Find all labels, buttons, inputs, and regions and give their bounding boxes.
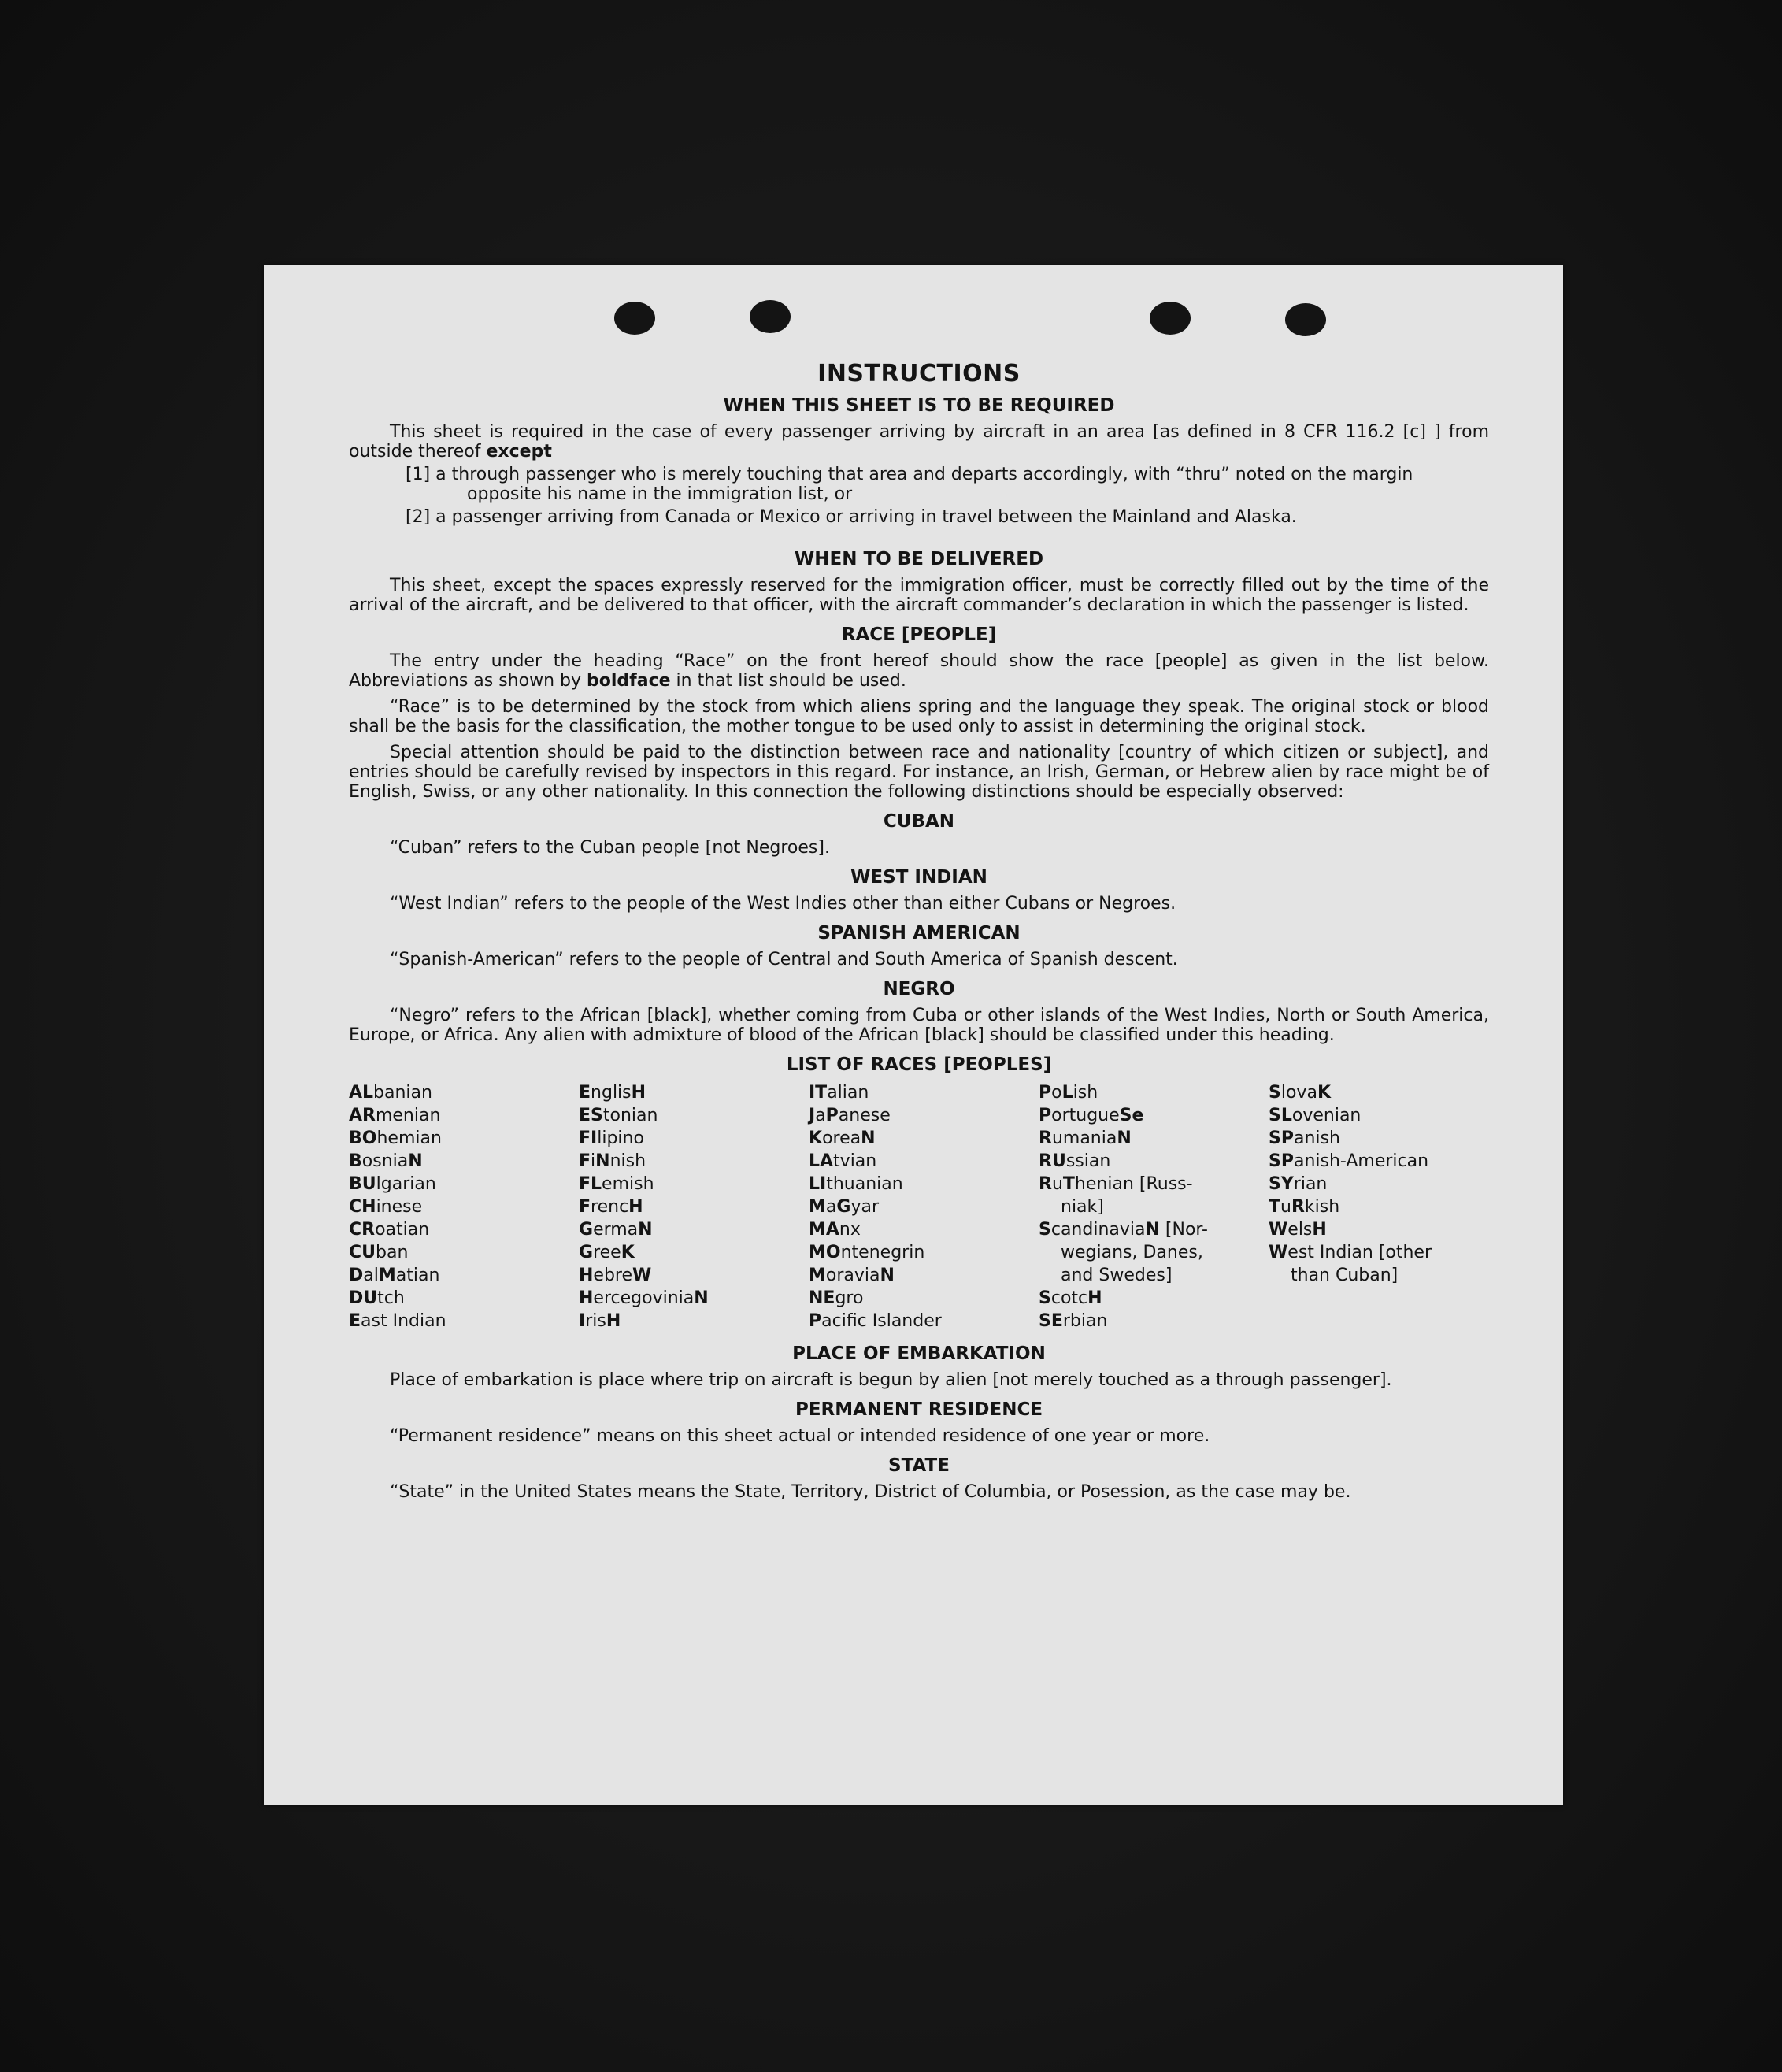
race-entry	[579, 1081, 799, 1104]
races-column	[809, 1081, 1029, 1333]
west-indian-text: “West Indian” refers to the people of the West Indies other than either Cubans or Negroes.	[390, 894, 1176, 914]
race-abbrev-part: CR	[349, 1220, 376, 1240]
punch-hole	[1285, 303, 1326, 336]
race-entry	[809, 1150, 1029, 1173]
race-entry	[579, 1218, 799, 1241]
race-abbrev-part: F	[579, 1197, 591, 1217]
race-entry: wegians, Danes,	[1061, 1243, 1203, 1262]
spanish-american-text: “Spanish-American” refers to the people of Central and South America of Spanish descent.	[390, 950, 1178, 969]
instructions-content	[349, 360, 1489, 1508]
race-name-part: inese	[376, 1197, 423, 1217]
race-abbrev-part: H	[579, 1266, 594, 1285]
race-name-part: nglis	[591, 1083, 632, 1103]
race-name-part: erma	[593, 1220, 639, 1240]
race-abbrev-part: B	[349, 1151, 362, 1171]
race-name-part: tch	[377, 1288, 405, 1308]
race-abbrev-part: J	[809, 1106, 816, 1125]
heading-embarkation: PLACE OF EMBARKATION	[792, 1344, 1046, 1364]
race-abbrev-part: SY	[1269, 1174, 1294, 1194]
race-entry: than Cuban]	[1291, 1266, 1399, 1285]
embarkation-text: Place of embarkation is place where trip on aircraft is begun by alien [not merely touched as a through passenger].	[390, 1370, 1392, 1390]
race-abbrev-part: CH	[349, 1197, 376, 1217]
race-paragraph-3: Special attention should be paid to the distinction between race and nationality [country of which citizen or subject], and entries should be carefully revised by inspectors in this regard. For instance, an Irish, German, or Hebrew alien by race might be of English, Swiss, or any other nationality. In this connection the following distinctions should be especially observed:	[349, 743, 1489, 802]
race-entry	[349, 1127, 569, 1150]
race-abbrev-part: H	[606, 1311, 621, 1331]
race-name-part: alian	[827, 1083, 869, 1103]
race-abbrev-part: FL	[579, 1174, 602, 1194]
race-entry	[579, 1150, 799, 1173]
race-entry	[1039, 1150, 1259, 1173]
race-name-part: oravia	[825, 1266, 880, 1285]
races-column	[579, 1081, 799, 1333]
race-name-part: anese	[838, 1106, 891, 1125]
race-entry	[1269, 1195, 1489, 1218]
race-name-part: cotc	[1050, 1288, 1088, 1308]
race-name-part: acific Islander	[821, 1311, 942, 1331]
race-entry	[1039, 1173, 1259, 1195]
race-name-part: ntenegrin	[840, 1243, 925, 1262]
race-entry	[349, 1310, 569, 1333]
race-abbrev-part: K	[1317, 1083, 1331, 1103]
race-abbrev-part: SL	[1269, 1106, 1292, 1125]
race-abbrev-part: SE	[1039, 1311, 1063, 1331]
race-entry	[1269, 1218, 1489, 1241]
heading-negro: NEGRO	[883, 979, 955, 999]
race-abbrev-part: M	[378, 1266, 396, 1285]
race-name-part: ast Indian	[361, 1311, 446, 1331]
race-abbrev-part: M	[809, 1197, 826, 1217]
race-abbrev-part: I	[579, 1311, 586, 1331]
race-name-part: thuanian	[826, 1174, 903, 1194]
race-name-part: lipino	[597, 1129, 644, 1148]
race-abbrev-part: N	[1145, 1220, 1160, 1240]
race-entry	[809, 1173, 1029, 1195]
race-name-part: ebre	[593, 1266, 633, 1285]
negro-text: “Negro” refers to the African [black], whether coming from Cuba or other islands of the West Indies, North or South America, Europe, or Africa. Any alien with admixture of blood of the African [black] should be classified under this heading.	[349, 1006, 1489, 1045]
race-name-part: ris	[585, 1311, 606, 1331]
race-name-part: renc	[591, 1197, 629, 1217]
heading-west-indian: WEST INDIAN	[850, 867, 987, 888]
race-abbrev-part: ES	[579, 1106, 603, 1125]
race-entry	[579, 1264, 799, 1287]
race-name-part: atian	[395, 1266, 440, 1285]
heading-when-required: WHEN THIS SHEET IS TO BE REQUIRED	[723, 395, 1115, 416]
races-column	[1269, 1081, 1489, 1333]
race-entry	[349, 1287, 569, 1310]
race-name-part: lgarian	[376, 1174, 436, 1194]
race-abbrev-part: N	[1117, 1129, 1132, 1148]
race-name-part: ovenian	[1291, 1106, 1362, 1125]
race-name-part: els	[1287, 1220, 1313, 1240]
required-intro	[349, 422, 1489, 461]
race-abbrev-part: AR	[349, 1106, 376, 1125]
race-abbrev-part: BO	[349, 1129, 377, 1148]
heading-spanish-american: SPANISH AMERICAN	[817, 923, 1021, 943]
race-entry	[809, 1081, 1029, 1104]
race-abbrev-part: R	[1039, 1174, 1052, 1194]
race-entry	[349, 1104, 569, 1127]
race-entry	[1039, 1081, 1259, 1104]
race-entry	[1039, 1127, 1259, 1150]
race-abbrev-part: P	[809, 1311, 822, 1331]
race-name-part: rian	[1293, 1174, 1328, 1194]
race-abbrev-part: N	[595, 1151, 610, 1171]
race-name-part: banian	[373, 1083, 432, 1103]
race-abbrev-part: W	[1269, 1243, 1288, 1262]
race-name-part: ortugue	[1051, 1106, 1120, 1125]
race-abbrev-part: H	[1312, 1220, 1327, 1240]
race-entry: and Swedes]	[1061, 1266, 1173, 1285]
race-abbrev-part: N	[638, 1220, 653, 1240]
race-name-part: u	[1051, 1174, 1063, 1194]
heading-state: STATE	[888, 1455, 950, 1476]
race-entry	[1269, 1150, 1489, 1173]
races-column	[1039, 1081, 1259, 1333]
state-text: “State” in the United States means the State, Territory, District of Columbia, or Posession, as the case may be.	[390, 1482, 1351, 1502]
race-p1-b: in that list should be used.	[676, 671, 906, 691]
cuban-text: “Cuban” refers to the Cuban people [not Negroes].	[390, 838, 830, 858]
race-paragraph-1	[349, 651, 1489, 691]
race-entry	[809, 1287, 1029, 1310]
race-name-part: est Indian [other	[1287, 1243, 1432, 1262]
race-name-part: henian [Russ-	[1074, 1174, 1193, 1194]
race-abbrev-part: BU	[349, 1174, 376, 1194]
race-abbrev-part: N	[861, 1129, 876, 1148]
race-entry	[1269, 1241, 1489, 1264]
race-abbrev-part: SP	[1269, 1151, 1294, 1171]
race-abbrev-part: M	[809, 1266, 826, 1285]
race-entry	[349, 1264, 569, 1287]
race-name-part: al	[363, 1266, 379, 1285]
race-name-part: [Nor-	[1159, 1220, 1208, 1240]
race-name-part: hemian	[376, 1129, 442, 1148]
page-title: INSTRUCTIONS	[817, 360, 1021, 387]
race-abbrev-part: E	[579, 1083, 591, 1103]
race-entry	[1039, 1104, 1259, 1127]
race-abbrev-part: T	[1269, 1197, 1281, 1217]
race-entry	[579, 1104, 799, 1127]
heading-list-of-races: LIST OF RACES [PEOPLES]	[786, 1055, 1052, 1075]
race-name-part: anish	[1293, 1129, 1340, 1148]
race-abbrev-part: R	[1291, 1197, 1305, 1217]
race-abbrev-part: MA	[809, 1220, 839, 1240]
race-p1-a: The entry under the heading “Race” on the front hereof should show the race [people] as given in the list below. Abbreviations as shown by	[349, 651, 1489, 691]
race-abbrev-part: W	[632, 1266, 652, 1285]
race-abbrev-part: G	[836, 1197, 851, 1217]
race-name-part: anish-American	[1293, 1151, 1429, 1171]
race-abbrev-part: N	[408, 1151, 423, 1171]
race-abbrev-part: LI	[809, 1174, 827, 1194]
race-entry	[349, 1081, 569, 1104]
race-p1-boldface: boldface	[587, 671, 671, 691]
delivered-text: This sheet, except the spaces expressly reserved for the immigration officer, must be correctly filled out by the time of the arrival of the aircraft, and be delivered to that officer, with the aircraft commander’s declaration in which the passenger is listed.	[349, 576, 1489, 615]
race-abbrev-part: Se	[1119, 1106, 1144, 1125]
race-entry	[349, 1241, 569, 1264]
race-entry	[1039, 1310, 1259, 1333]
race-abbrev-part: F	[579, 1151, 591, 1171]
race-name-part: tonian	[602, 1106, 658, 1125]
races-list	[349, 1081, 1489, 1333]
race-name-part: ish	[1073, 1083, 1098, 1103]
race-name-part: yar	[850, 1197, 879, 1217]
race-name-part: oatian	[375, 1220, 430, 1240]
race-entry	[809, 1218, 1029, 1241]
race-abbrev-part: G	[579, 1220, 594, 1240]
race-entry	[809, 1310, 1029, 1333]
heading-cuban: CUBAN	[883, 811, 955, 832]
race-name-part: osnia	[361, 1151, 409, 1171]
race-abbrev-part: N	[880, 1266, 895, 1285]
race-entry	[349, 1173, 569, 1195]
residence-text: “Permanent residence” means on this sheet actual or intended residence of one year or more.	[390, 1426, 1210, 1446]
race-entry	[579, 1310, 799, 1333]
race-name-part: o	[1051, 1083, 1062, 1103]
race-entry	[809, 1195, 1029, 1218]
race-entry	[1039, 1218, 1259, 1241]
race-abbrev-part: LA	[809, 1151, 834, 1171]
race-entry	[579, 1241, 799, 1264]
race-name-part: a	[825, 1197, 837, 1217]
race-entry	[1269, 1173, 1489, 1195]
race-name-part: lova	[1280, 1083, 1317, 1103]
heading-permanent-residence: PERMANENT RESIDENCE	[795, 1399, 1043, 1420]
race-name-part: menian	[375, 1106, 441, 1125]
race-entry	[579, 1127, 799, 1150]
race-name-part: nish	[609, 1151, 646, 1171]
race-abbrev-part: G	[579, 1243, 594, 1262]
race-name-part: ssian	[1065, 1151, 1111, 1171]
race-entry: niak]	[1061, 1197, 1104, 1217]
race-name-part: u	[1280, 1197, 1291, 1217]
race-name-part: ercegovinia	[593, 1288, 695, 1308]
race-name-part: emish	[602, 1174, 654, 1194]
race-name-part: ban	[376, 1243, 409, 1262]
race-abbrev-part: S	[1039, 1288, 1051, 1308]
race-entry	[349, 1150, 569, 1173]
race-abbrev-part: DU	[349, 1288, 378, 1308]
race-abbrev-part: NE	[809, 1288, 835, 1308]
race-abbrev-part: W	[1269, 1220, 1288, 1240]
race-entry	[579, 1287, 799, 1310]
race-entry	[1039, 1287, 1259, 1310]
race-abbrev-part: K	[621, 1243, 635, 1262]
race-entry	[809, 1264, 1029, 1287]
race-name-part: rbian	[1062, 1311, 1108, 1331]
race-abbrev-part: K	[809, 1129, 823, 1148]
required-item-2: [2] a passenger arriving from Canada or Mexico or arriving in travel between the Mainland and Alaska.	[406, 507, 1297, 527]
race-name-part: kish	[1304, 1197, 1340, 1217]
required-item-1: [1] a through passenger who is merely touching that area and departs accordingly, with “thru” noted on the margin opposite his name in the immigration list, or	[406, 465, 1413, 504]
race-entry	[579, 1173, 799, 1195]
race-abbrev-part: FI	[579, 1129, 598, 1148]
required-intro-text: This sheet is required in the case of every passenger arriving by aircraft in an area [as defined in 8 CFR 116.2 [c] ] from outside thereof	[349, 422, 1489, 461]
race-entry	[1269, 1127, 1489, 1150]
race-entry	[1269, 1081, 1489, 1104]
race-name-part: umania	[1051, 1129, 1117, 1148]
race-paragraph-2: “Race” is to be determined by the stock from which aliens spring and the language they speak. The original stock or blood shall be the basis for the classification, the mother tongue to be used only to assist in determining the original stock.	[349, 697, 1489, 736]
race-abbrev-part: H	[1087, 1288, 1102, 1308]
race-abbrev-part: R	[1039, 1129, 1052, 1148]
race-abbrev-part: CU	[349, 1243, 376, 1262]
document-sheet	[264, 265, 1563, 1805]
required-intro-except: except	[486, 442, 552, 461]
heading-when-delivered: WHEN TO BE DELIVERED	[794, 549, 1044, 569]
race-abbrev-part: S	[1039, 1220, 1051, 1240]
race-abbrev-part: P	[1039, 1083, 1052, 1103]
race-abbrev-part: N	[694, 1288, 709, 1308]
races-column	[349, 1081, 569, 1333]
race-entry	[349, 1218, 569, 1241]
race-entry	[809, 1241, 1029, 1264]
race-name-part: tvian	[833, 1151, 877, 1171]
heading-race: RACE [PEOPLE]	[841, 625, 997, 645]
race-entry	[579, 1195, 799, 1218]
race-abbrev-part: H	[631, 1083, 646, 1103]
race-abbrev-part: AL	[349, 1083, 374, 1103]
race-abbrev-part: E	[349, 1311, 361, 1331]
race-name-part: orea	[822, 1129, 861, 1148]
race-abbrev-part: RU	[1039, 1151, 1066, 1171]
punch-hole	[614, 302, 655, 335]
race-abbrev-part: IT	[809, 1083, 828, 1103]
race-abbrev-part: T	[1062, 1174, 1075, 1194]
race-abbrev-part: P	[1039, 1106, 1052, 1125]
punch-hole	[1150, 302, 1191, 335]
race-entry	[809, 1104, 1029, 1127]
race-name-part: i	[591, 1151, 596, 1171]
race-abbrev-part: S	[1269, 1083, 1281, 1103]
race-entry	[1269, 1104, 1489, 1127]
race-entry	[349, 1195, 569, 1218]
race-abbrev-part: MO	[809, 1243, 841, 1262]
race-name-part: gro	[835, 1288, 864, 1308]
race-abbrev-part: H	[579, 1288, 594, 1308]
race-name-part: a	[815, 1106, 826, 1125]
race-name-part: candinavia	[1050, 1220, 1146, 1240]
race-name-part: ree	[593, 1243, 621, 1262]
race-abbrev-part: D	[349, 1266, 364, 1285]
race-abbrev-part: L	[1061, 1083, 1073, 1103]
race-abbrev-part: P	[825, 1106, 839, 1125]
punch-hole	[750, 300, 791, 333]
race-name-part: nx	[839, 1220, 861, 1240]
race-abbrev-part: SP	[1269, 1129, 1294, 1148]
race-abbrev-part: H	[628, 1197, 643, 1217]
race-entry	[809, 1127, 1029, 1150]
